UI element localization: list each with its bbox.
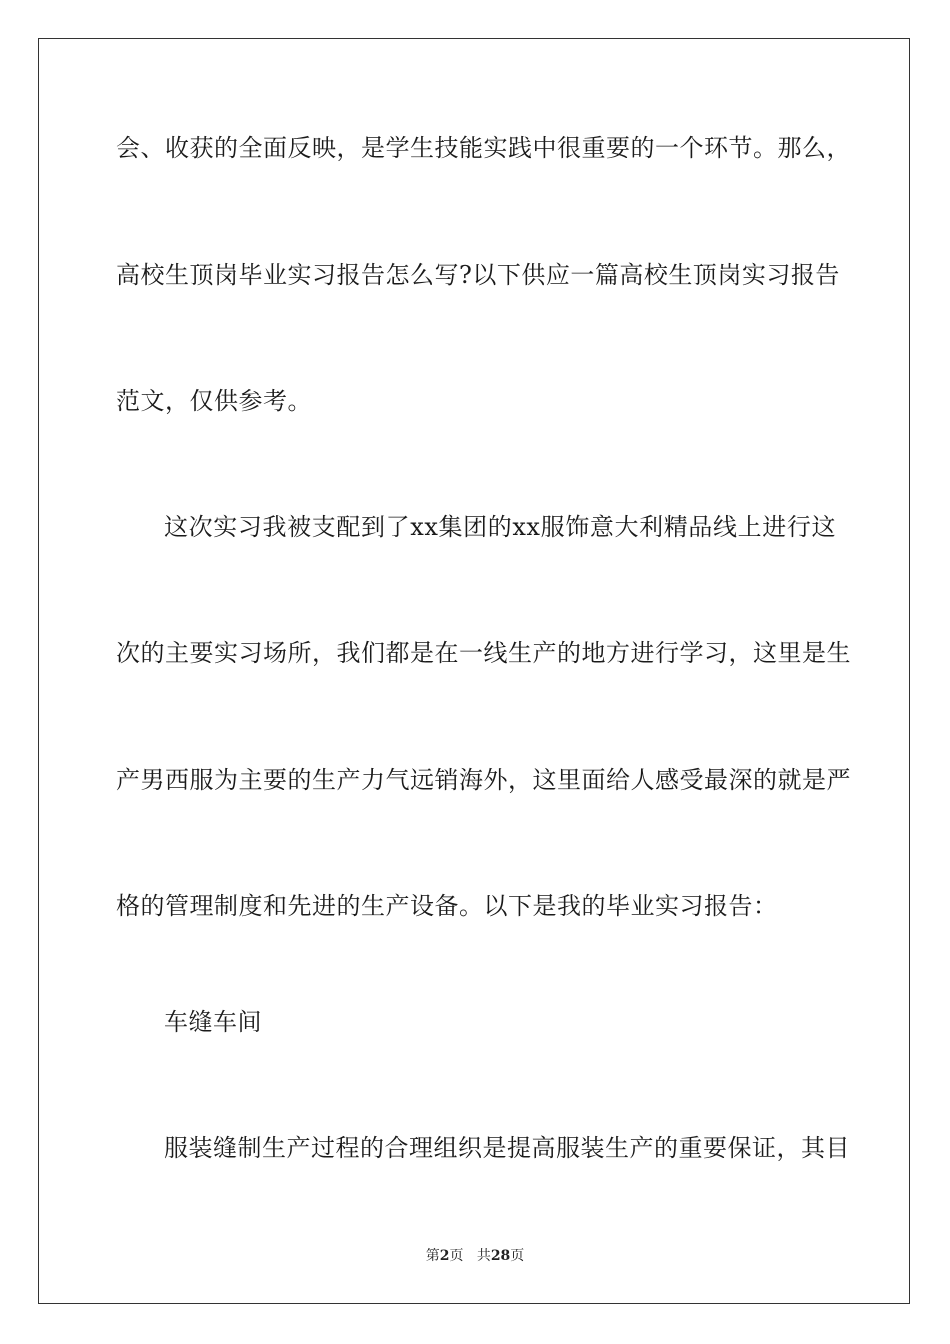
page-footer [0,1247,950,1265]
footer-total-suffix: 页 [510,1248,525,1264]
body-text-line-2: 高校生顶岗毕业实习报告怎么写?以下供应一篇高校生顶岗实习报告 [116,261,840,289]
body-text-line-4: 这次实习我被支配到了xx集团的xx服饰意大利精品线上进行这 [164,513,836,541]
body-text-line-3: 范文，仅供参考。 [116,387,312,415]
footer-total-pages: 28 [490,1248,511,1264]
body-text-line-9: 服装缝制生产过程的合理组织是提高服装生产的重要保证，其目 [164,1134,850,1162]
body-text-line-5: 次的主要实习场所，我们都是在一线生产的地方进行学习，这里是生 [116,639,851,667]
footer-page-number: 2 [439,1248,450,1264]
footer-page-suffix: 页 [449,1248,464,1264]
footer-total-prefix: 共 [476,1248,491,1264]
body-text-line-6: 产男西服为主要的生产力气远销海外，这里面给人感受最深的就是严 [116,766,851,794]
footer-separator [463,1248,476,1264]
body-text-line-7: 格的管理制度和先进的生产设备。以下是我的毕业实习报告： [116,892,778,920]
footer-page-prefix: 第 [425,1248,440,1264]
body-text-line-1: 会、收获的全面反映，是学生技能实践中很重要的一个环节。那么， [116,134,851,162]
section-heading: 车缝车间 [164,1008,262,1036]
page-border [38,38,910,1304]
